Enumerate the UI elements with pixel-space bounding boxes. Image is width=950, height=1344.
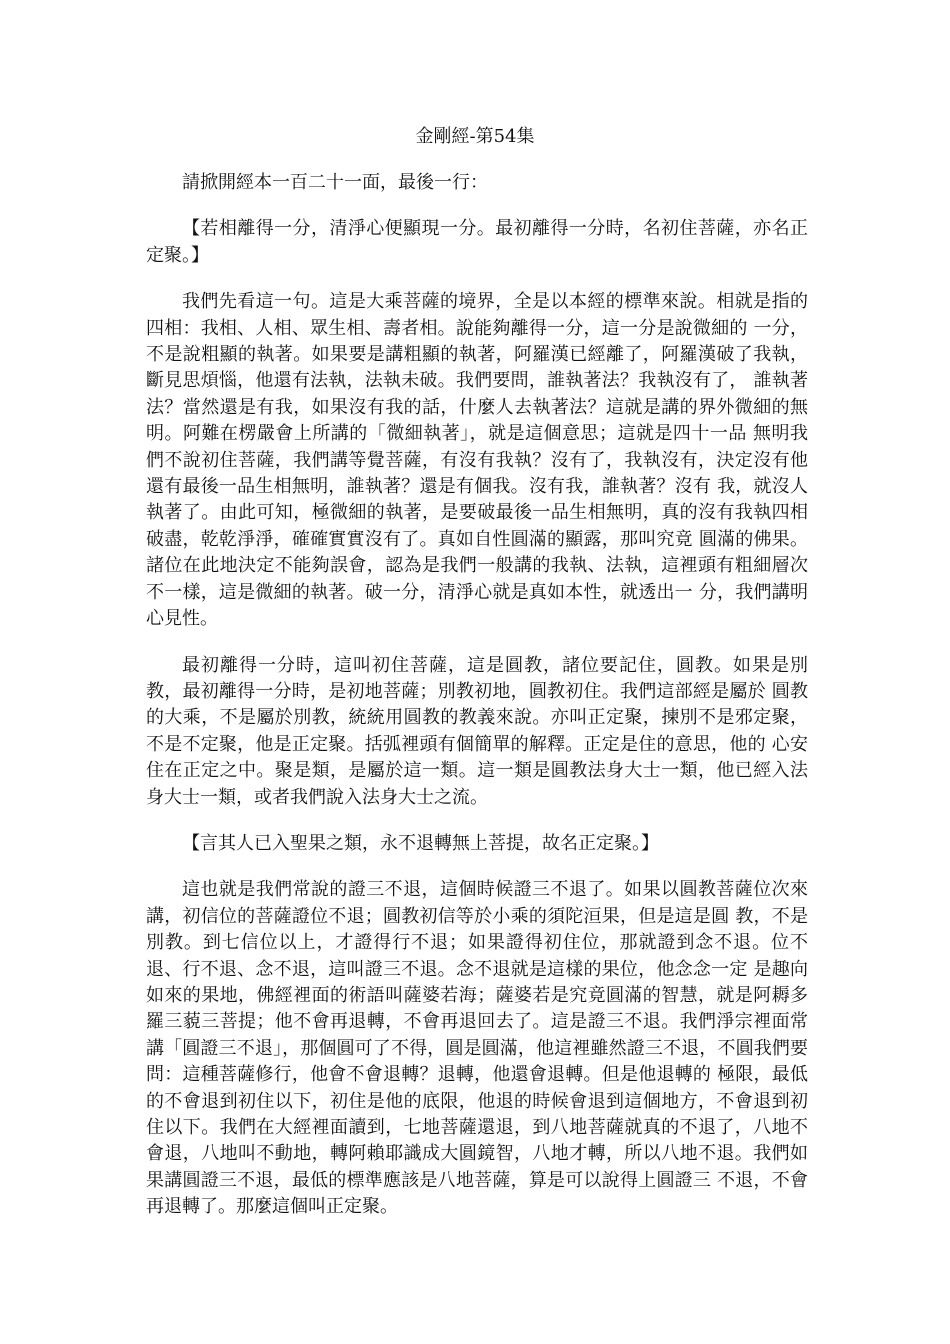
commentary-paragraph-3: 這也就是我們常說的證三不退，這個時候證三不退了。如果以圓教菩薩位次來講，初信位的菩薩證位不退；圓教初信等於小乘的須陀洹果，但是這是圓 教，不是別教。到七信位以上，才證得行不退；如果證得初住位，那就證到念不退。位不退、行不退、念不退，這叫證三不退。念不退就是這樣的果位，他念念一定 是趣向如來的果地，佛經裡面的術語叫薩婆若海；薩婆若是究竟圓滿的智慧，就是阿耨多羅三藐三菩提；他不會再退轉，不會再退回去了。這是證三不退。我們淨宗裡面常講「圓證三不退」，那個圓可了不得，圓是圓滿，他這裡雖然證三不退，不圓我們要問：這種菩薩修行，他會不會退轉？退轉，他還會退轉。但是他退轉的 極限，最低的不會退到初住以下，初住是他的底限，他退的時候會退到這個地方，不會退到初住以下。我們在大經裡面讀到，七地菩薩還退，到八地菩薩就真的不退了，八地不會退，八地叫不動地，轉阿賴耶識成大圓鏡智，八地才轉，所以八地不退。我們如果講圓證三不退，最低的標準應該是八地菩薩，算是可以說得上圓證三 不退，不會再退轉了。那麼這個叫正定聚。 xyxy=(146,879,808,1218)
document-body xyxy=(146,170,808,1221)
commentary-paragraph-1: 我們先看這一句。這是大乘菩薩的境界，全是以本經的標準來說。相就是指的四相：我相、人相、眾生相、壽者相。說能夠離得一分，這一分是說微細的 一分，不是說粗顯的執著。如果要是講粗顯的執著，阿羅漢已經離了，阿羅漢破了我執，斷見思煩惱，他還有法執，法執未破。我們要問，誰執著法？我執沒有了， 誰執著法？當然還是有我，如果沒有我的話，什麼人去執著法？這就是講的界外微細的無明。阿難在楞嚴會上所講的「微細執著」，就是這個意思；這就是四十一品 無明我們不說初住菩薩，我們講等覺菩薩，有沒有我執？沒有了，我執沒有，決定沒有他還有最後一品生相無明，誰執著？還是有個我。沒有我，誰執著？沒有 我，就沒人執著了。由此可知，極微細的執著，是要破最後一品生相無明，真的沒有我執四相破盡，乾乾淨淨，確確實實沒有了。真如自性圓滿的顯露，那叫究竟 圓滿的佛果。諸位在此地決定不能夠誤會，認為是我們一般講的我執、法執，這裡頭有粗細層次不一樣，這是微細的執著。破一分，清淨心就是真如本性，就透出一 分，我們講明心見性。 xyxy=(146,291,808,630)
instruction-paragraph: 請掀開經本一百二十一面，最後一行： xyxy=(182,172,488,193)
document-title: 金剛經-第54集 xyxy=(415,126,535,147)
sutra-quote-1: 【若相離得一分，清淨心便顯現一分。最初離得一分時，名初住菩薩，亦名正定聚。】 xyxy=(146,218,808,266)
sutra-quote-2: 【言其人已入聖果之類，永不退轉無上菩提，故名正定聚。】 xyxy=(182,832,659,854)
commentary-paragraph-2: 最初離得一分時，這叫初住菩薩，這是圓教，諸位要記住，圓教。如果是別教，最初離得一分時，是初地菩薩；別教初地，圓教初住。我們這部經是屬於 圓教的大乘，不是屬於別教，統統用圓教的教義來說。亦叫正定聚，揀別不是邪定聚，不是不定聚，他是正定聚。括弧裡頭有個簡單的解釋。正定是住的意思，他的 心安住在正定之中。聚是類，是屬於這一類。這一類是圓教法身大士一類，他已經入法身大士一類，或者我們說入法身大士之流。 xyxy=(146,654,808,808)
